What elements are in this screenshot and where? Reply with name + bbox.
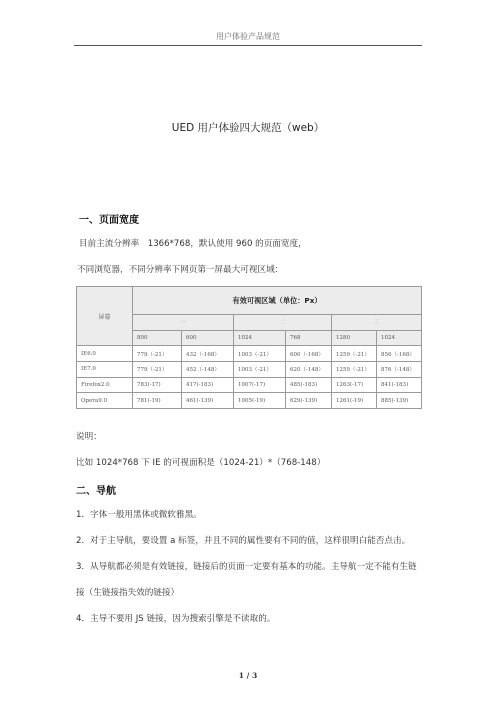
table-cell: 1263(-17) — [332, 377, 377, 393]
table-cell: 779（-21） — [133, 362, 182, 378]
table-row — [77, 393, 422, 409]
column-header: 600 — [182, 330, 234, 346]
table-cell: 876（-148） — [377, 362, 422, 378]
paragraph-browsers: 不同浏览器，不同分辨率下网页第一屏最大可视区域： — [77, 265, 284, 275]
table-cell: 1261(-19) — [332, 393, 377, 409]
section-heading-navigation: 二、导航 — [76, 486, 116, 497]
table-cell: 1003（-21） — [234, 362, 286, 378]
row-browser: Firefox2.0 — [77, 377, 133, 393]
table-cell: 417(-183) — [182, 377, 234, 393]
table-row-label: 屏幕 — [77, 287, 133, 346]
table-group-3: 三 — [332, 315, 422, 331]
row-browser: IE7.0 — [77, 362, 133, 378]
table-title: 有效可视区域（单位：Px） — [133, 287, 422, 315]
table-cell: 1005(-19) — [234, 393, 286, 409]
table-cell: 461(-139) — [182, 393, 234, 409]
table-cell: 452（-148） — [182, 362, 234, 378]
table-cell: 885(-139) — [377, 393, 422, 409]
column-header: 1024 — [377, 330, 422, 346]
row-browser: Opera9.0 — [77, 393, 133, 409]
table-cell: 779（-21） — [133, 346, 182, 362]
nav-rule-1: 1．字体一般用黑体或微软雅黑。 — [76, 510, 202, 520]
nav-rule-4: 4．主导不要用 JS 链接，因为搜索引擎是不读取的。 — [76, 614, 276, 624]
table-cell: 856（-168） — [377, 346, 422, 362]
table-group-2: 二 — [234, 315, 332, 331]
paragraph-resolution: 目前主流分辨率 1366*768，默认使用 960 的页面宽度， — [79, 239, 307, 249]
page-number: 1 / 3 — [238, 671, 258, 680]
column-header: 1280 — [332, 330, 377, 346]
table-cell: 432（-168） — [182, 346, 234, 362]
nav-rule-3: 3．从导航都必须是有效链接，链接后的页面一定要有基本的功能。主导航一定不能有生链 — [76, 562, 417, 572]
table-cell: 600（-168） — [286, 346, 332, 362]
document-title: UED 用户体验四大规范（web） — [171, 122, 325, 134]
row-browser: IE6.0 — [77, 346, 133, 362]
table-cell: 1003（-21） — [234, 346, 286, 362]
table-cell: 1007(-17) — [234, 377, 286, 393]
nav-rule-2: 2．对于主导航，要设置 a 标签，并且不同的属性要有不同的值，这样很明白能否点击。 — [76, 536, 411, 546]
column-header: 768 — [286, 330, 332, 346]
table-row — [77, 362, 422, 378]
note-label: 说明： — [76, 432, 102, 442]
table-cell: 841(-183) — [377, 377, 422, 393]
table-cell: 629(-139) — [286, 393, 332, 409]
note-text: 比如 1024*768 下 IE 的可视面积是（1024-21）*（768-148） — [76, 458, 326, 468]
column-header: 800 — [133, 330, 182, 346]
visible-area-table — [76, 286, 421, 409]
table-cell: 620（-148） — [286, 362, 332, 378]
table-cell: 1259（-21） — [332, 362, 377, 378]
table-group-1: 一 — [133, 315, 234, 331]
table-row — [77, 377, 422, 393]
table-cell: 783(-17) — [133, 377, 182, 393]
table-cell: 1259（-21） — [332, 346, 377, 362]
table-row — [77, 346, 422, 362]
page-header: 用户体验产品规范 — [216, 32, 280, 41]
table-cell: 485(-183) — [286, 377, 332, 393]
section-heading-page-width: 一、页面宽度 — [79, 215, 139, 226]
nav-rule-3-cont: 接（生链接指失效的链接） — [76, 588, 180, 598]
header-divider — [74, 45, 422, 46]
table-cell: 781(-19) — [133, 393, 182, 409]
column-header: 1024 — [234, 330, 286, 346]
